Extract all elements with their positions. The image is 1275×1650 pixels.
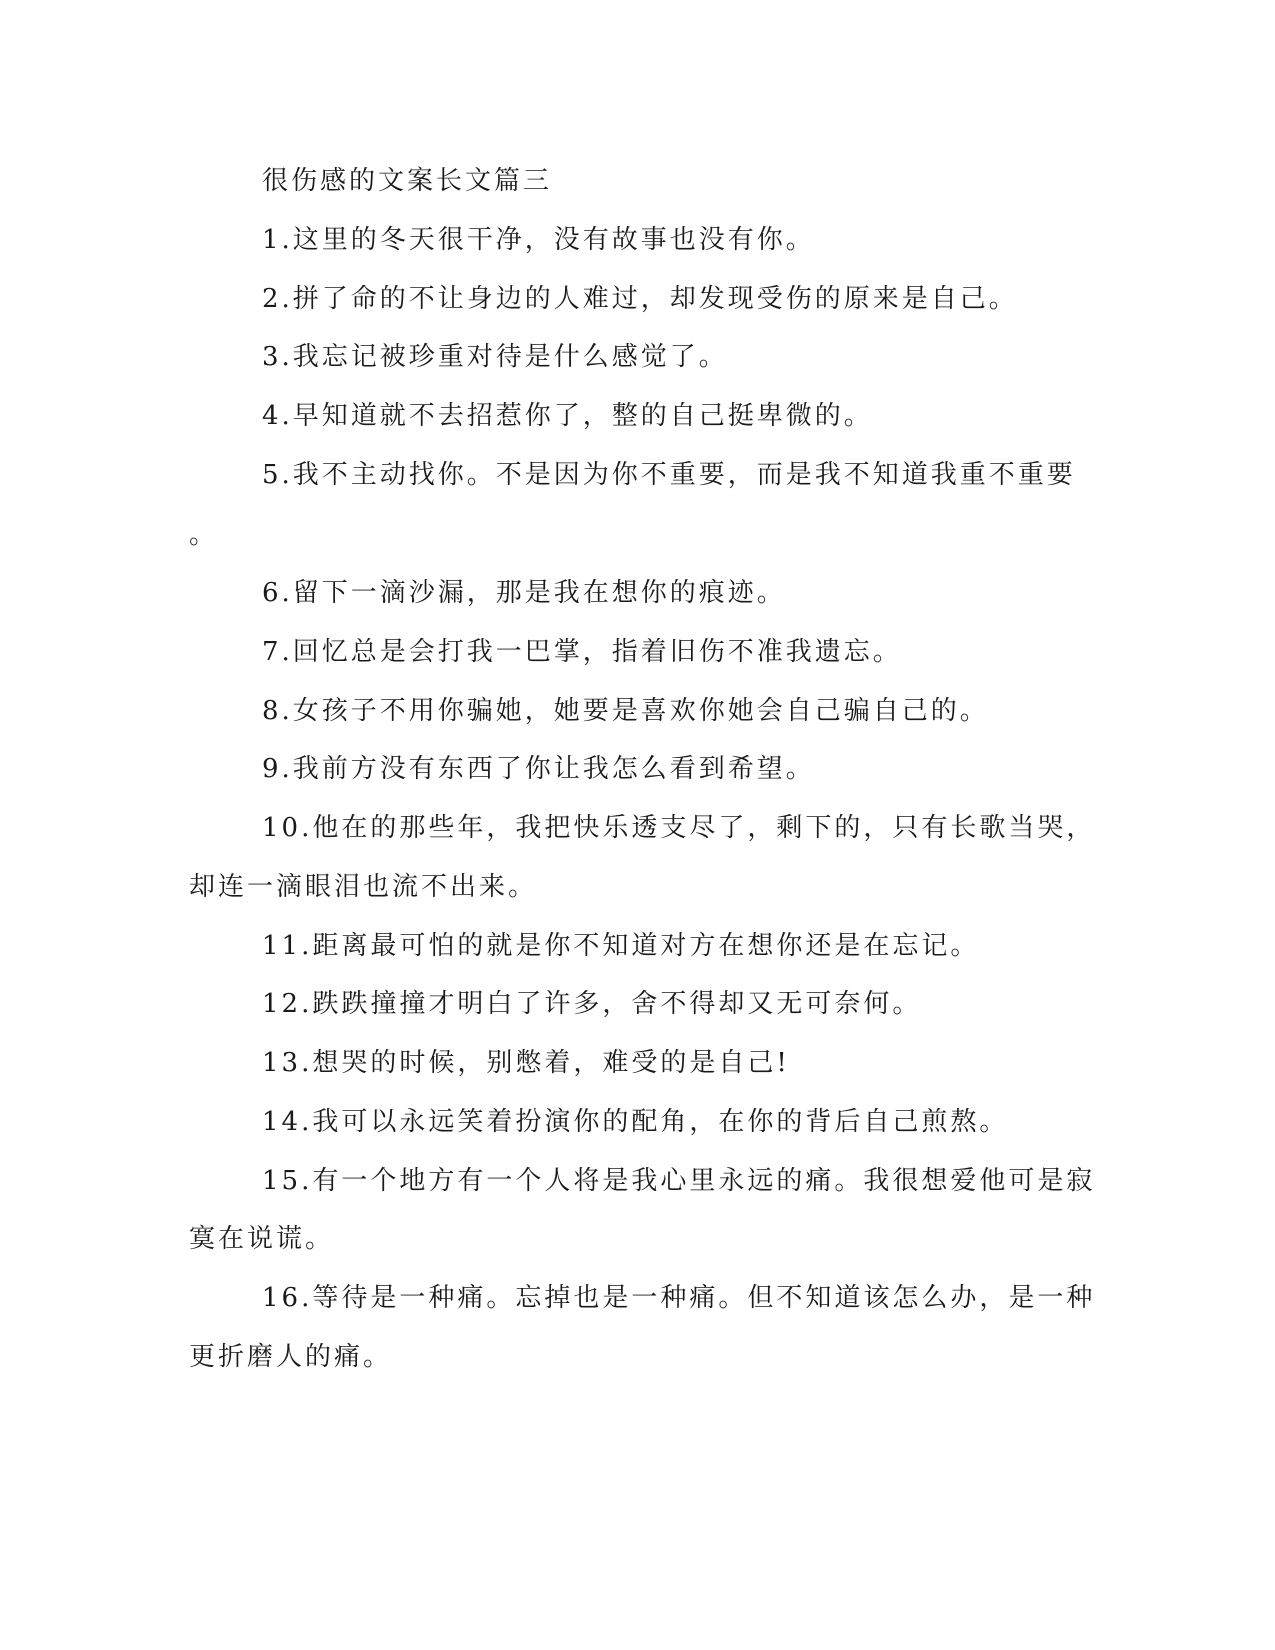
text-line: 3.我忘记被珍重对待是什么感觉了。	[262, 342, 728, 372]
text-line: 13.想哭的时候，别憋着，难受的是自己!	[262, 1048, 790, 1078]
text-line: 4.早知道就不去招惹你了，整的自己挺卑微的。	[262, 401, 873, 431]
text-line: 5.我不主动找你。不是因为你不重要，而是我不知道我重不重要	[262, 460, 1076, 490]
text-line: 15.有一个地方有一个人将是我心里永远的痛。我很想爱他可是寂	[262, 1166, 1096, 1196]
text-line: 16.等待是一种痛。忘掉也是一种痛。但不知道该怎么办，是一种	[262, 1283, 1096, 1313]
text-line: 。	[189, 520, 219, 550]
text-line: 14.我可以永远笑着扮演你的配角，在你的背后自己煎熬。	[262, 1107, 1009, 1137]
text-line: 8.女孩子不用你骗她，她要是喜欢你她会自己骗自己的。	[262, 696, 989, 726]
text-line: 寞在说谎。	[189, 1224, 335, 1254]
text-line: 10.他在的那些年，我把快乐透支尽了，剩下的，只有长歌当哭，	[262, 813, 1096, 843]
text-line: 1.这里的冬天很干净，没有故事也没有你。	[262, 225, 815, 255]
document-title: 很伤感的文案长文篇三	[262, 166, 553, 196]
text-line: 9.我前方没有东西了你让我怎么看到希望。	[262, 754, 815, 784]
text-line: 更折磨人的痛。	[189, 1342, 393, 1372]
text-line: 却连一滴眼泪也流不出来。	[189, 872, 538, 902]
text-line: 12.跌跌撞撞才明白了许多，舍不得却又无可奈何。	[262, 989, 922, 1019]
text-line: 7.回忆总是会打我一巴掌，指着旧伤不准我遗忘。	[262, 637, 902, 667]
text-line: 2.拼了命的不让身边的人难过，却发现受伤的原来是自己。	[262, 284, 1018, 314]
text-line: 6.留下一滴沙漏，那是我在想你的痕迹。	[262, 578, 786, 608]
text-line: 11.距离最可怕的就是你不知道对方在想你还是在忘记。	[262, 931, 980, 961]
